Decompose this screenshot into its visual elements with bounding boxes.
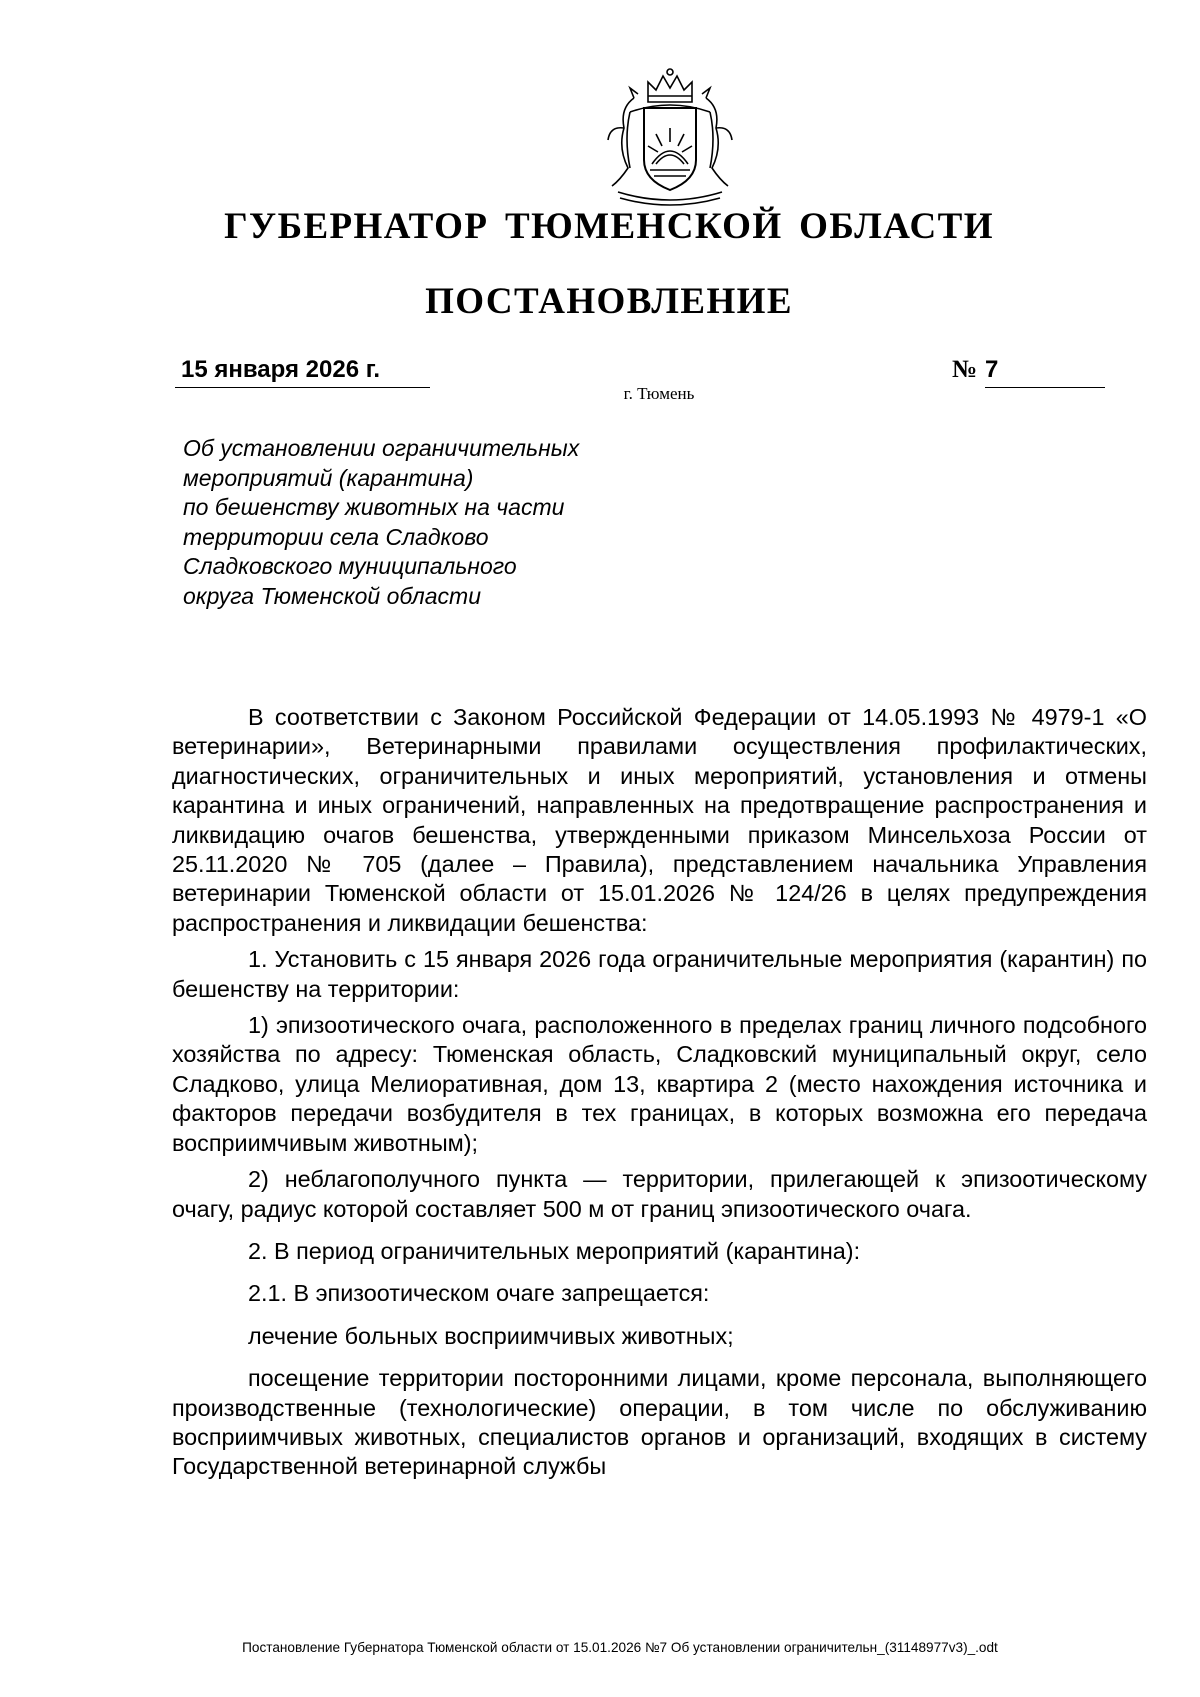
place-of-issue: г. Тюмень (623, 384, 695, 403)
footer-filename: Постановление Губернатора Тюменской области от 15.01.2026 №7 Об установлении ограничительн_(31148977v3)_.odt (242, 1640, 998, 1655)
clause-2-1: 2.1. В эпизоотическом очаге запрещается: (248, 1280, 710, 1307)
number-sign: № (952, 356, 978, 383)
subject-line: территории села Сладково (183, 523, 489, 550)
subject-line: Об установлении ограничительных (183, 435, 580, 461)
subject-line: Сладковского муниципального (183, 553, 517, 579)
prohibition-item: лечение больных восприимчивых животных; (248, 1322, 734, 1349)
subject-line: округа Тюменской области (183, 582, 482, 609)
document-body (172, 703, 1147, 1482)
prohibition-item: посещение территории посторонними лицами, кроме персонала, выполняющего производственные (технологические) операции, в том числе по обслуживанию восприимчивых животных, специалистов органов и организаций, входящих в систему Государственной ветеринарной службы (172, 1365, 1147, 1480)
authority-heading: ГУБЕРНАТОР ТЮМЕНСКОЙ ОБЛАСТИ (224, 206, 994, 247)
coat-of-arms-icon (590, 68, 750, 208)
clause-1-item-2: 2) неблагополучного пункта — территории, прилегающей к эпизоотическому очагу, радиус которой составляет 500 м от границ эпизоотического очага. (172, 1166, 1147, 1222)
document-number: 7 (985, 356, 1105, 388)
preamble-paragraph: В соответствии с Законом Российской Федерации от 14.05.1993 № 4979-1 «О ветеринарии», Ветеринарными правилами осуществления профилактических, диагностических, ограничительных и иных мероприятий, установления и отмены карантина и иных ограничений, направленных на предотвращение распространения и ликвидацию очагов бешенства, утвержденными приказом Минсельхоза России от 25.11.2020 № 705 (далее – Правила), представлением начальника Управления ветеринарии Тюменской области от 15.01.2026 № 124/26 в целях предупреждения распространения и ликвидации бешенства: (172, 704, 1147, 936)
document-date: 15 января 2026 г. (175, 356, 430, 388)
clause-1: 1. Установить с 15 января 2026 года ограничительные мероприятия (карантин) по бешенству на территории: (172, 946, 1147, 1002)
clause-1-item-1: 1) эпизоотического очага, расположенного в пределах границ личного подсобного хозяйства по адресу: Тюменская область, Сладковский муниципальный округ, село Сладково, улица Мелиоративная, дом 13, квартира 2 (место нахождения источника и факторов передачи возбудителя в тех границах, в которых возможна его передача восприимчивым животным); (172, 1012, 1147, 1156)
clause-2: 2. В период ограничительных мероприятий (карантина): (248, 1237, 861, 1264)
document-subject (183, 434, 663, 611)
subject-line: мероприятий (карантина) (183, 464, 474, 491)
document-type-heading: ПОСТАНОВЛЕНИЕ (425, 281, 793, 322)
subject-line: по бешенству животных на части (183, 494, 565, 520)
